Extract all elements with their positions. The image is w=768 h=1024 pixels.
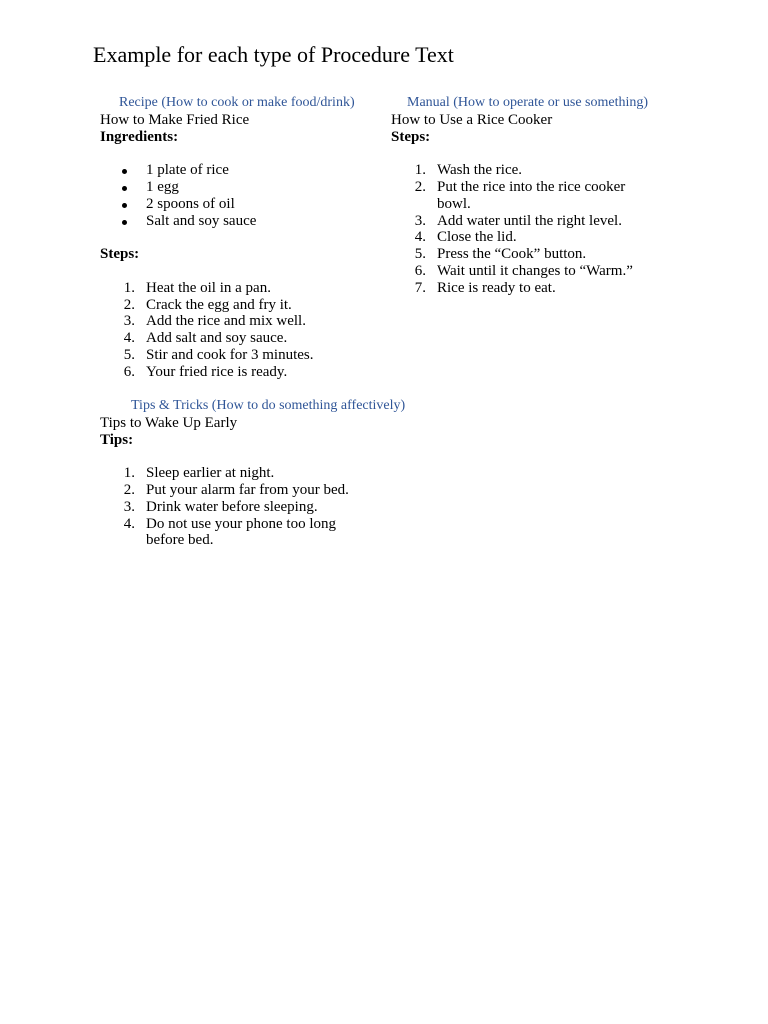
recipe-step-item: 3. Add the rice and mix well.	[123, 313, 306, 330]
manual-step-item: 7. Rice is ready to eat.	[414, 279, 556, 296]
recipe-title: How to Make Fried Rice	[100, 111, 250, 128]
tips-section	[100, 398, 450, 549]
tip-item: 2. Put your alarm far from your bed.	[123, 481, 349, 498]
recipe-category-heading: Recipe (How to cook or make food/drink)	[119, 95, 355, 110]
manual-step-item: 6. Wait until it changes to “Warm.”	[414, 262, 633, 279]
recipe-step-item: 1. Heat the oil in a pan.	[123, 279, 271, 296]
manual-step-item: 1. Wash the rice.	[414, 162, 523, 179]
tip-item: 4. Do not use your phone too long before bed.	[123, 515, 336, 549]
manual-steps-list	[391, 162, 676, 296]
manual-steps-label: Steps:	[391, 128, 431, 145]
recipe-step-item: 5. Stir and cook for 3 minutes.	[123, 346, 314, 363]
bullet-icon	[122, 186, 127, 191]
bullet-icon	[122, 220, 127, 225]
ingredient-item: 2 spoons of oil	[100, 196, 370, 213]
ingredient-item: 1 plate of rice	[100, 162, 370, 179]
manual-step-item: 4. Close the lid.	[414, 229, 517, 246]
recipe-section	[100, 95, 370, 381]
page-title: Example for each type of Procedure Text	[93, 42, 454, 67]
tip-item: 3. Drink water before sleeping.	[123, 498, 318, 515]
manual-step-item: 3. Add water until the right level.	[414, 212, 622, 229]
recipe-steps-label: Steps:	[100, 246, 140, 263]
ingredient-item: 1 egg	[100, 179, 370, 196]
tips-list	[100, 465, 450, 549]
ingredients-list	[100, 162, 370, 229]
manual-step-item: 5. Press the “Cook” button.	[414, 246, 587, 263]
ingredients-label: Ingredients:	[100, 128, 179, 145]
ingredient-item: Salt and soy sauce	[100, 213, 370, 230]
manual-step-item: 2. Put the rice into the rice cooker bowl.	[414, 178, 626, 212]
tips-label: Tips:	[100, 431, 134, 448]
manual-category-heading: Manual (How to operate or use something)	[407, 95, 649, 110]
recipe-steps-list	[100, 280, 370, 381]
recipe-step-item: 2. Crack the egg and fry it.	[123, 296, 292, 313]
manual-title: How to Use a Rice Cooker	[391, 111, 553, 128]
bullet-icon	[122, 169, 127, 174]
tips-title: Tips to Wake Up Early	[100, 414, 238, 431]
tips-category-heading: Tips & Tricks (How to do something affectively)	[131, 398, 406, 413]
manual-section	[391, 95, 676, 297]
recipe-step-item: 6. Your fried rice is ready.	[123, 363, 288, 380]
tip-item: 1. Sleep earlier at night.	[123, 465, 275, 482]
recipe-step-item: 4. Add salt and soy sauce.	[123, 330, 288, 347]
bullet-icon	[122, 203, 127, 208]
